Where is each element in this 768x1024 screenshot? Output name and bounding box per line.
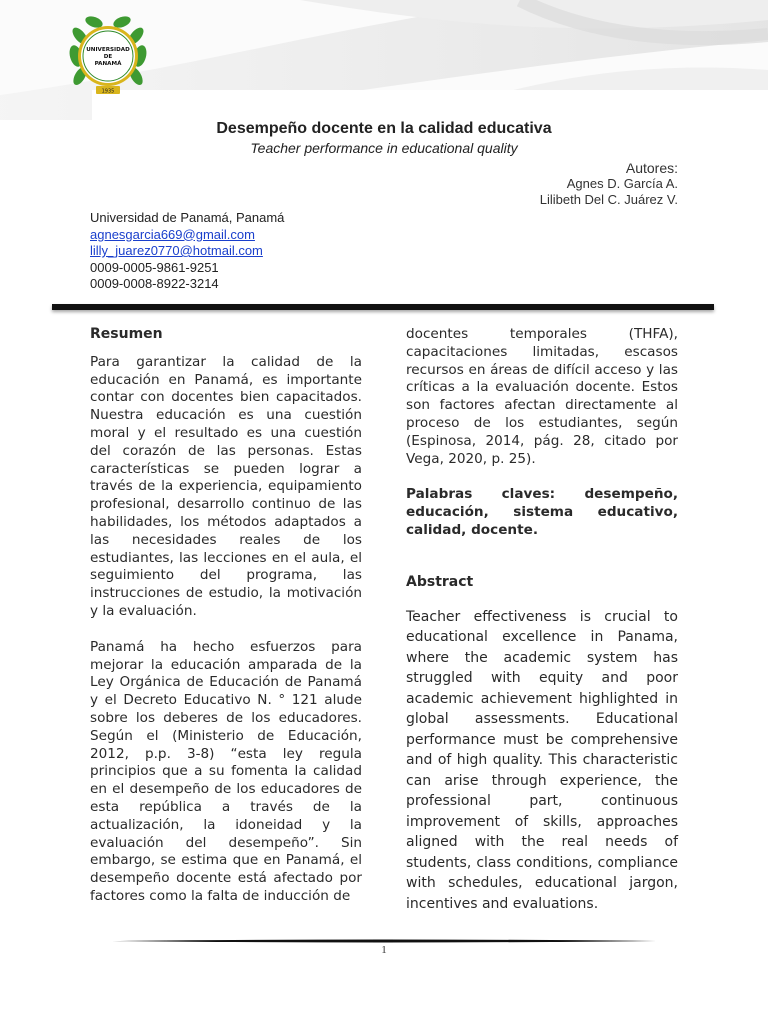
affiliation: Universidad de Panamá, Panamá bbox=[90, 210, 285, 225]
seal-line2: DE bbox=[103, 54, 113, 60]
right-column bbox=[406, 326, 678, 914]
author-name: Lilibeth Del C. Juárez V. bbox=[539, 192, 678, 207]
resumen-paragraph-2-continued: docentes temporales (THFA), capacitaciones limitadas, escasos recursos en áreas de difícil acceso y las críticas a la evaluación docente. Estos son factores afectan directamente al proceso de los estudiantes, según (Espinosa, 2014, pág. 28, citado por Vega, 2020, p. 25). bbox=[406, 326, 678, 467]
abstract-heading: Abstract bbox=[406, 573, 474, 590]
abstract-paragraph: Teacher effectiveness is crucial to educational excellence in Panama, where the academic system has struggled with equity and poor academic achievement highlighted in global assessments. Educational performance must be comprehensive and of high quality. This characteristic can arise through experience, the professional part, continuous improvement of skills, approaches aligned with the real needs of students, class conditions, compliance with schedules, educational jargon, incentives and evaluations. bbox=[406, 608, 678, 912]
authors-label: Autores: bbox=[625, 160, 678, 176]
seal-line1: UNIVERSIDAD bbox=[86, 47, 130, 53]
left-column bbox=[90, 326, 362, 906]
resumen-heading: Resumen bbox=[90, 326, 163, 342]
orcid: 0009-0008-8922-3214 bbox=[90, 276, 219, 291]
email-link[interactable]: lilly_juarez0770@hotmail.com bbox=[90, 243, 263, 258]
bottom-divider bbox=[112, 928, 656, 932]
author-name: Agnes D. García A. bbox=[566, 176, 678, 191]
page-number: 1 bbox=[381, 944, 387, 956]
resumen-paragraph-2: Panamá ha hecho esfuerzos para mejorar la educación amparada de la Ley Orgánica de Educación de Panamá y el Decreto Educativo N. ° 121 alude sobre los deberes de los educadores. Según el (Ministerio de Educación, 2012, p.p. 3-8) “esta ley regula principios que a su fomenta la calidad en el desempeño de los educadores de esta república a través de la actualización, la idoneidad y la evaluación del desempeño”. Sin embargo, se estima que en Panamá, el desempeño docente está afectado por factores como la falta de inducción de bbox=[90, 638, 362, 904]
keywords: Palabras claves: desempeño, educación, sistema educativo, calidad, docente. bbox=[406, 486, 678, 538]
email-link[interactable]: agnesgarcia669@gmail.com bbox=[90, 226, 255, 242]
paper-title: Desempeño docente en la calidad educativa bbox=[216, 120, 552, 137]
authors-block bbox=[540, 160, 678, 208]
seal-line3: PANAMÁ bbox=[94, 61, 122, 67]
paper-subtitle: Teacher performance in educational quality bbox=[250, 140, 518, 156]
title-block bbox=[90, 120, 678, 156]
seal-year: 1935 bbox=[101, 88, 115, 95]
affiliation-block bbox=[90, 210, 284, 293]
top-divider bbox=[52, 304, 714, 310]
orcid: 0009-0005-9861-9251 bbox=[90, 259, 219, 275]
university-seal-logo bbox=[66, 14, 150, 98]
resumen-paragraph-1: Para garantizar la calidad de la educación en Panamá, es importante contar con docentes bien capacitados. Nuestra educación es una cuestión moral y el resultado es una cuestión del corazón de las personas. Estas características se pueden lograr a través de la experiencia, equipamiento profesional, desarrollo continuo de las habilidades, los métodos adaptados a las necesidades reales de los estudiantes, las lecciones en el aula, el seguimiento del programa, las instrucciones de estudio, la motivación y la evaluación. bbox=[90, 353, 362, 619]
